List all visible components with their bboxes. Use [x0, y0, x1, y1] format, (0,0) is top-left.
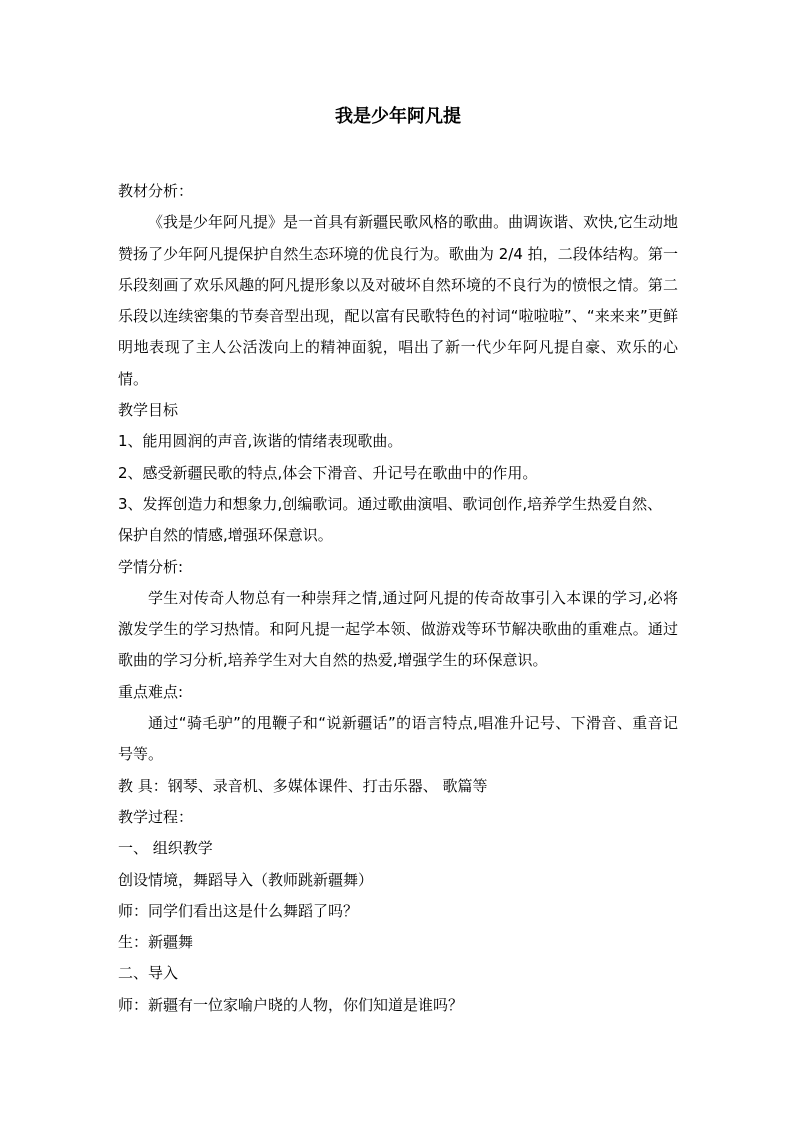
text-line: 生：新疆舞	[118, 933, 194, 952]
text-line: 教材分析：	[118, 182, 194, 200]
document-body	[118, 176, 678, 1021]
paragraph: 通过“骑毛驴”的甩鞭子和“说新疆话”的语言特点,唱准升记号、下滑音、重音记号等。	[118, 714, 678, 764]
text-line: 创设情境，舞蹈导入（教师跳新疆舞）	[118, 870, 374, 889]
paragraph: 《我是少年阿凡提》是一首具有新疆民歌风格的歌曲。曲调诙谐、欢快,它生动地赞扬了少年阿凡提保护自然生态环境的优良行为。歌曲为 2/4 拍，二段体结构。第一乐段刻画了欢乐风趣的阿凡提形象以及对破坏自然环境的不良行为的愤恨之情。第二乐段以连续密集的节奏音型出现，配以富有民歌特色的衬词“啦啦啦”、“来来来”更鲜明地表现了主人公活泼向上的精神面貌，唱出了新一代少年阿凡提自豪、欢乐的心情。	[118, 213, 678, 388]
text-line: 3、发挥创造力和想象力,创编歌词。通过歌曲演唱、歌词创作,培养学生热爱自然、	[118, 494, 663, 513]
document-title: 我是少年阿凡提	[335, 106, 461, 127]
text-line: 二、导入	[118, 964, 179, 983]
document-page	[118, 100, 678, 1021]
paragraph: 学生对传奇人物总有一种崇拜之情,通过阿凡提的传奇故事引入本课的学习,必将激发学生的学习热情。和阿凡提一起学本领、做游戏等环节解决歌曲的重难点。通过歌曲的学习分析,培养学生对大自然的热爱,增强学生的环保意识。	[118, 588, 678, 670]
text-line: 教学过程：	[118, 807, 194, 826]
text-line: 保护自然的情感,增强环保意识。	[118, 526, 333, 545]
text-line: 师：新疆有一位家喻户晓的人物，你们知道是谁吗？	[118, 995, 464, 1014]
text-line: 学情分析:	[118, 557, 184, 576]
text-line: 1、能用圆润的声音,诙谐的情绪表现歌曲。	[118, 432, 403, 451]
text-line: 师：同学们看出这是什么舞蹈了吗？	[118, 901, 359, 920]
text-line: 重点难点:	[118, 682, 184, 701]
text-line: 教 具：钢琴、录音机、多媒体课件、打击乐器、 歌篇等	[118, 776, 488, 795]
text-line: 2、感受新疆民歌的特点,体会下滑音、升记号在歌曲中的作用。	[118, 463, 538, 482]
text-line: 教学目标	[118, 401, 179, 420]
text-line: 一、 组织教学	[118, 839, 213, 858]
